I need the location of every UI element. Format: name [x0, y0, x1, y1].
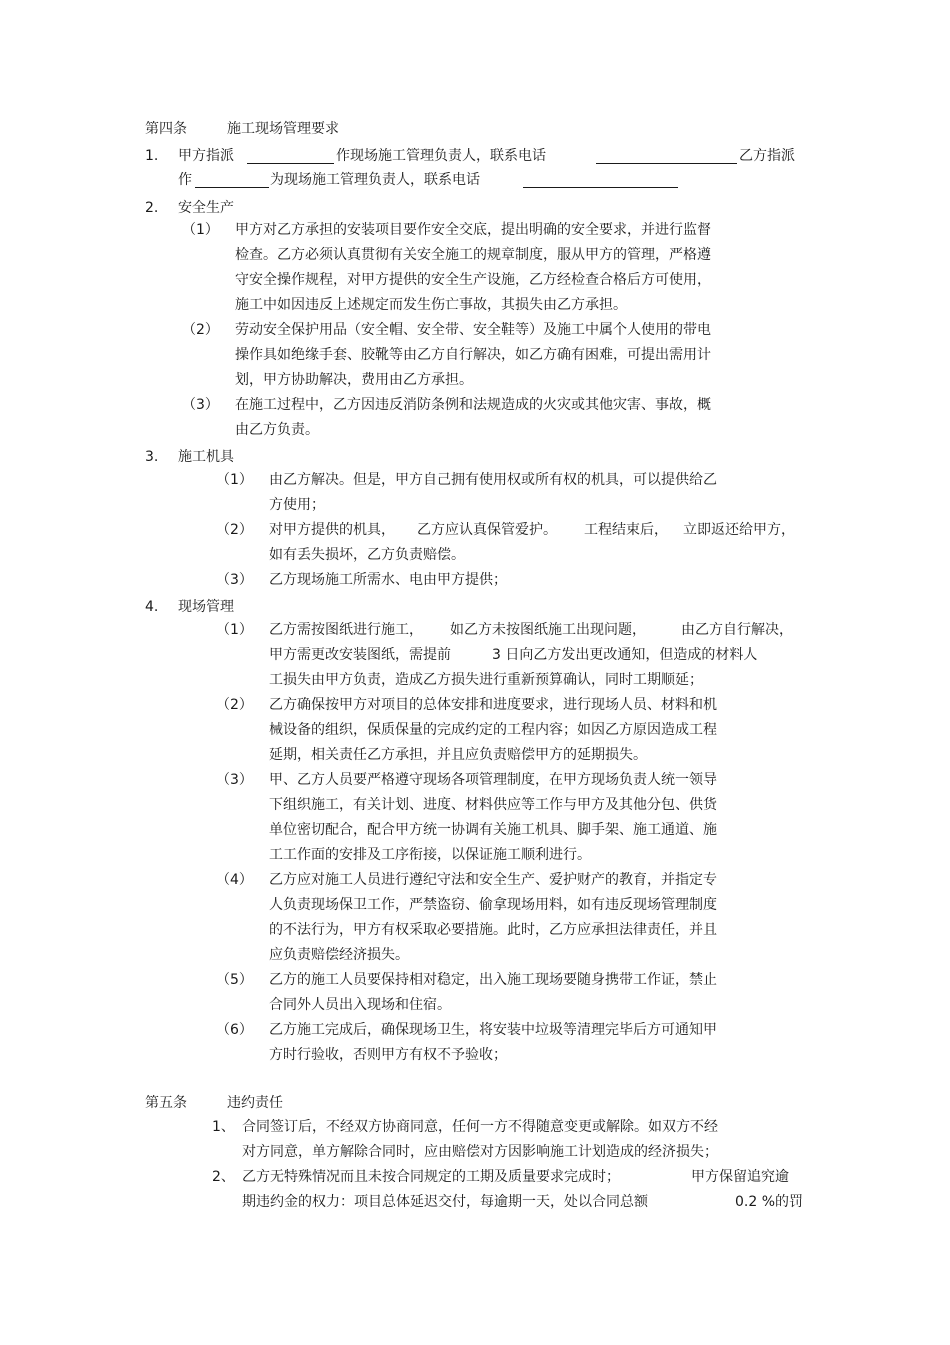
blank-party-b-phone	[523, 187, 678, 188]
item-4-4-line: 应负责赔偿经济损失。	[269, 947, 409, 963]
article-5-item-1-line: 合同签订后，不经双方协商同意，任何一方不得随意变更或解除。如双方不经	[242, 1119, 718, 1135]
item-2-1-number: （1）	[182, 222, 219, 238]
item-1-text-e: 为现场施工管理负责人，联系电话	[270, 172, 480, 188]
item-3-2-part: 立即返还给甲方，	[683, 522, 795, 538]
item-4-3-line: 下组织施工，有关计划、进度、材料供应等工作与甲方及其他分包、供货	[269, 797, 717, 813]
item-3-2-part: 乙方应认真保管爱护。	[417, 522, 557, 538]
item-4-1-line: 工损失由甲方负责，造成乙方损失进行重新预算确认，同时工期顺延；	[269, 672, 703, 688]
item-4-6-line: 乙方施工完成后，确保现场卫生，将安装中垃圾等清理完毕后方可通知甲	[269, 1022, 717, 1038]
item-4-2-number: （2）	[216, 697, 253, 713]
article-5-item-2-text-d: 0.2 %的罚	[735, 1194, 804, 1210]
item-4-2-line: 乙方确保按甲方对项目的总体安排和进度要求，进行现场人员、材料和机	[269, 697, 717, 713]
item-3-2-part: 对甲方提供的机具，	[269, 522, 395, 538]
item-3-1-line: 由乙方解决。但是，甲方自己拥有使用权或所有权的机具，可以提供给乙	[269, 472, 717, 488]
item-1-number: 1.	[145, 148, 159, 164]
article-4-number: 第四条	[145, 121, 187, 137]
article-5-item-2-text-a: 乙方无特殊情况而且未按合同规定的工期及质量要求完成时；	[242, 1169, 620, 1185]
item-4-2-line: 延期，相关责任乙方承担，并且应负责赔偿甲方的延期损失。	[269, 747, 647, 763]
item-3-2-number: （2）	[216, 522, 253, 538]
item-3-3-number: （3）	[216, 572, 253, 588]
item-1-text-c: 乙方指派	[739, 148, 795, 164]
item-4-6-number: （6）	[216, 1022, 253, 1038]
item-2-1-line: 守安全操作规程，对甲方提供的安全生产设施，乙方经检查合格后方可使用，	[235, 272, 711, 288]
item-4-4-number: （4）	[216, 872, 253, 888]
item-2-2-line: 操作具如绝缘手套、胶靴等由乙方自行解决，如乙方确有困难，可提出需用计	[235, 347, 711, 363]
item-4-4-line: 人负责现场保卫工作，严禁盗窃、偷拿现场用料，如有违反现场管理制度	[269, 897, 717, 913]
blank-party-a-manager	[247, 163, 334, 164]
article-5-item-1-line: 对方同意，单方解除合同时，应由赔偿对方因影响施工计划造成的经济损失；	[242, 1144, 718, 1160]
item-1-text-a: 甲方指派	[178, 148, 234, 164]
item-2-1-line: 施工中如因违反上述规定而发生伤亡事故，其损失由乙方承担。	[235, 297, 627, 313]
item-4-1-part: 由乙方自行解决，	[681, 622, 793, 638]
article-5-number: 第五条	[145, 1095, 187, 1111]
article-5-item-2-text-c: 期违约金的权力：项目总体延迟交付，每逾期一天，处以合同总额	[242, 1194, 648, 1210]
item-2-number: 2.	[145, 200, 159, 216]
item-2-2-number: （2）	[182, 322, 219, 338]
article-5-item-2-text-b: 甲方保留追究逾	[691, 1169, 789, 1185]
item-4-5-line: 乙方的施工人员要保持相对稳定，出入施工现场要随身携带工作证，禁止	[269, 972, 717, 988]
item-3-title: 施工机具	[178, 449, 234, 465]
article-5-title: 违约责任	[227, 1095, 283, 1111]
item-2-1-line: 检查。乙方必须认真贯彻有关安全施工的规章制度，服从甲方的管理，严格遵	[235, 247, 711, 263]
item-2-title: 安全生产	[178, 200, 234, 216]
article-5-item-2-number: 2、	[212, 1169, 235, 1185]
item-4-1-line: 3 日向乙方发出更改通知，但造成的材料人	[492, 647, 758, 663]
item-2-3-number: （3）	[182, 397, 219, 413]
item-4-3-number: （3）	[216, 772, 253, 788]
item-2-3-line: 在施工过程中，乙方因违反消防条例和法规造成的火灾或其他灾害、事故，概	[235, 397, 711, 413]
item-3-number: 3.	[145, 449, 159, 465]
item-4-3-line: 工工作面的安排及工序衔接，以保证施工顺利进行。	[269, 847, 591, 863]
item-1-text-b: 作现场施工管理负责人，联系电话	[336, 148, 546, 164]
item-3-3-line: 乙方现场施工所需水、电由甲方提供；	[269, 572, 507, 588]
item-4-3-line: 甲、乙方人员要严格遵守现场各项管理制度，在甲方现场负责人统一领导	[269, 772, 717, 788]
item-2-1-line: 甲方对乙方承担的安装项目要作安全交底，提出明确的安全要求，并进行监督	[235, 222, 711, 238]
item-4-5-number: （5）	[216, 972, 253, 988]
article-4-title: 施工现场管理要求	[227, 121, 339, 137]
item-3-2-line: 如有丢失损坏，乙方负责赔偿。	[269, 547, 465, 563]
item-4-title: 现场管理	[178, 599, 234, 615]
item-4-4-line: 乙方应对施工人员进行遵纪守法和安全生产、爱护财产的教育，并指定专	[269, 872, 717, 888]
blank-party-b-manager	[195, 187, 269, 188]
item-2-3-line: 由乙方负责。	[235, 422, 319, 438]
blank-party-a-phone	[596, 163, 737, 164]
item-1-text-d: 作	[178, 172, 192, 188]
item-2-2-line: 劳动安全保护用品（安全帽、安全带、安全鞋等）及施工中属个人使用的带电	[235, 322, 711, 338]
item-3-1-line: 方使用；	[269, 497, 325, 513]
article-5-item-1-number: 1、	[212, 1119, 235, 1135]
item-4-6-line: 方时行验收，否则甲方有权不予验收；	[269, 1047, 507, 1063]
item-4-1-line: 甲方需更改安装图纸，需提前	[269, 647, 451, 663]
item-4-1-part: 乙方需按图纸进行施工，	[269, 622, 423, 638]
item-4-4-line: 的不法行为，甲方有权采取必要措施。此时，乙方应承担法律责任，并且	[269, 922, 717, 938]
item-3-1-number: （1）	[216, 472, 253, 488]
item-4-5-line: 合同外人员出入现场和住宿。	[269, 997, 451, 1013]
item-4-number: 4.	[145, 599, 159, 615]
item-4-1-part: 如乙方未按图纸施工出现问题，	[450, 622, 646, 638]
item-4-1-number: （1）	[216, 622, 253, 638]
item-2-2-line: 划，甲方协助解决，费用由乙方承担。	[235, 372, 473, 388]
item-4-2-line: 械设备的组织，保质保量的完成约定的工程内容；如因乙方原因造成工程	[269, 722, 717, 738]
item-4-3-line: 单位密切配合，配合甲方统一协调有关施工机具、脚手架、施工通道、施	[269, 822, 717, 838]
item-3-2-part: 工程结束后，	[584, 522, 668, 538]
